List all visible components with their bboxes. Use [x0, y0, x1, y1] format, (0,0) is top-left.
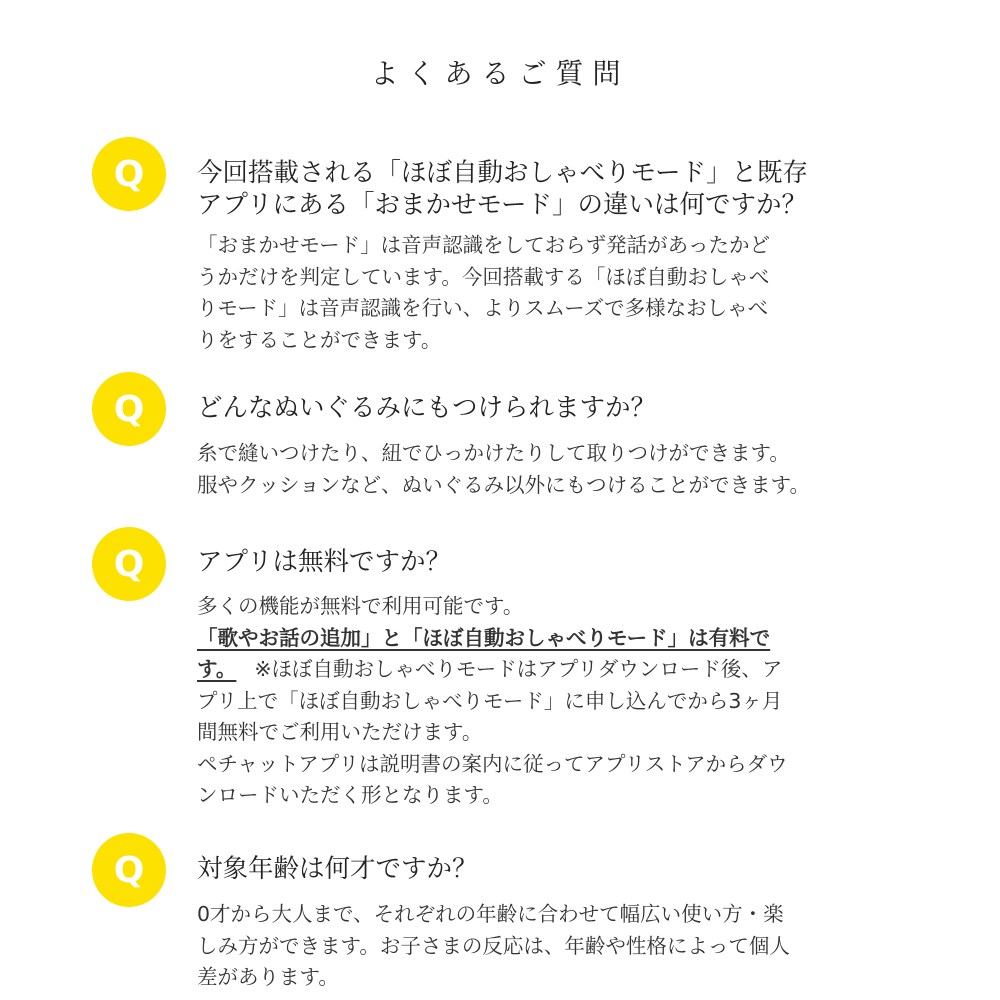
question-line: アプリにある「おまかせモード」の違いは何ですか？	[197, 190, 807, 220]
faq-answer-2	[197, 438, 897, 501]
answer-note: ※ほぼ自動おしゃべりモードはアプリダウンロード後、ア	[254, 657, 783, 681]
faq-answer-4	[197, 899, 897, 994]
q-badge: Q	[92, 527, 166, 601]
question-line: 今回搭載される「ほぼ自動おしゃべりモード」と既存	[197, 158, 808, 188]
faq-question-4	[197, 853, 887, 885]
answer-line: 0才から大人まで、それぞれの年齢に合わせて幅広い使い方・楽	[197, 902, 784, 926]
answer-line: 間無料でご利用いただけます。	[197, 720, 483, 744]
question-line: アプリは無料ですか？	[197, 547, 451, 577]
faq-answer-3	[197, 591, 897, 812]
answer-line: 「おまかせモード」は音声認識をしておらず発話があったかど	[197, 233, 770, 257]
answer-emphasis-tail: す。	[197, 657, 237, 681]
faq-question-2	[197, 392, 887, 424]
answer-line: ペチャットアプリは説明書の案内に従ってアプリストアからダウ	[197, 751, 788, 776]
faq-answer-1	[197, 230, 897, 356]
faq-question-1	[197, 157, 887, 221]
q-badge: Q	[92, 372, 166, 446]
answer-line: りをすることができます。	[197, 327, 442, 352]
answer-line: しみ方ができます。お子さまの反応は、年齢や性格によって個人	[197, 933, 790, 958]
q-badge: Q	[92, 137, 166, 211]
answer-line: ンロードいただく形となります。	[197, 783, 503, 807]
answer-line: 糸で縫いつけたり、紐でひっかけたりして取りつけができます。	[197, 441, 790, 465]
answer-line: プリ上で「ほぼ自動おしゃべりモード」に申し込んでから3ヶ月	[197, 688, 783, 713]
faq-question-3	[197, 546, 887, 578]
answer-line: 服やクッションなど、ぬいぐるみ以外にもつけることができます。	[197, 472, 810, 497]
question-line: 対象年齢は何才ですか？	[197, 854, 478, 884]
answer-line: 差があります。	[197, 965, 339, 989]
question-line: どんなぬいぐるみにもつけられますか？	[197, 393, 657, 423]
answer-line: りモード」は音声認識を行い、よりスムーズで多様なおしゃべ	[197, 296, 769, 320]
answer-emphasis: 「歌やお話の追加」と「ほぼ自動おしゃべりモード」は有料で	[197, 625, 771, 650]
q-badge: Q	[92, 833, 166, 907]
answer-line	[197, 654, 897, 686]
page-title: よくあるご質問	[370, 57, 630, 90]
answer-line: うかだけを判定しています。今回搭載する「ほぼ自動おしゃべ	[197, 264, 770, 289]
answer-line: 多くの機能が無料で利用可能です。	[197, 594, 524, 618]
